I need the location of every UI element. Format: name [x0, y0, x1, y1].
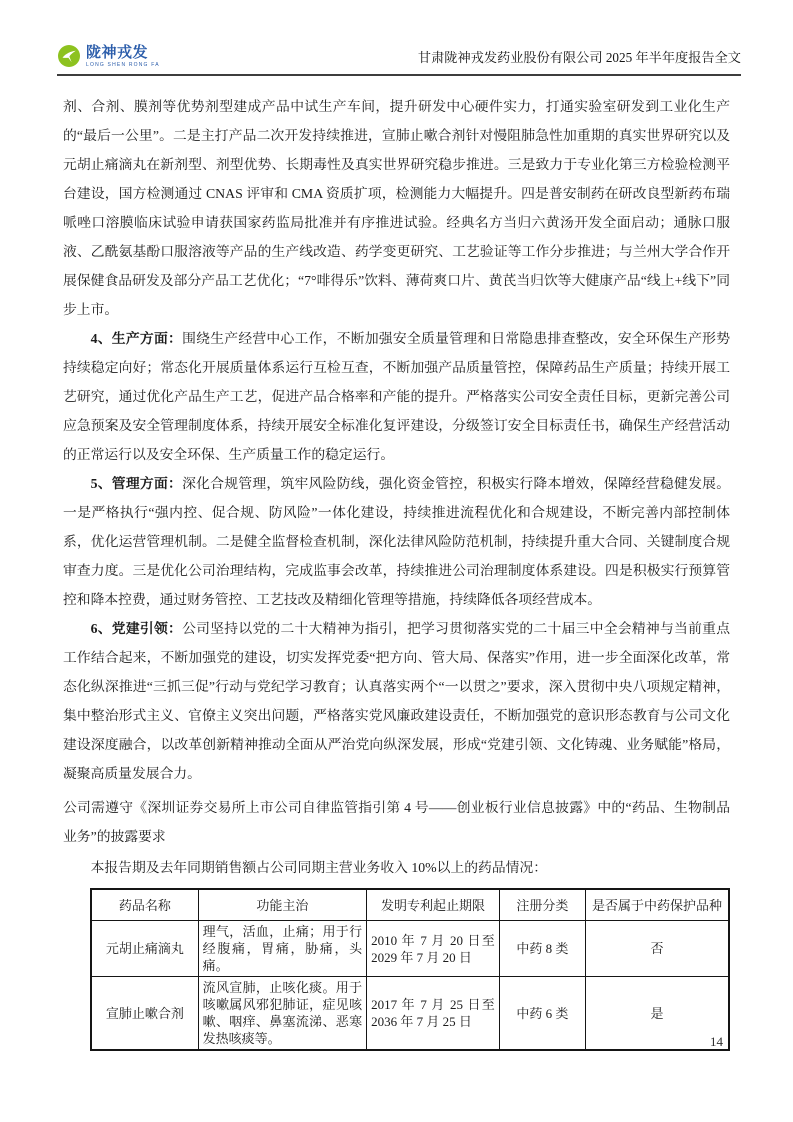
drug-products-table: [90, 888, 730, 1051]
table-cell-patent-term: 2017 年 7 月 25 日至 2036 年 7 月 25 日: [367, 977, 500, 1051]
table-cell-patent-term: 2010 年 7 月 20 日至 2029 年 7 月 20 日: [367, 921, 500, 977]
paragraph-party-building: [63, 614, 730, 788]
table-cell-tcm-protection: 否: [585, 921, 729, 977]
paragraph-text: 本报告期及去年同期销售额占公司同期主营业务收入 10%以上的药品情况：: [90, 860, 548, 875]
paragraph-continuation: [63, 92, 730, 324]
paragraph-text: 公司需遵守《深圳证券交易所上市公司自律监管指引第 4 号——创业板行业信息披露》中的“药品、生物制品业务”的披露要求: [63, 800, 730, 844]
table-cell-indications: 理气，活血，止痛；用于行经腹痛，胃痛，胁痛，头痛。: [198, 921, 366, 977]
paragraph-text: 公司坚持以党的二十大精神为指引，把学习贯彻落实党的二十届三中全会精神与当前重点工作结合起来，不断加强党的建设，切实发挥党委“把方向、管大局、保落实”作用，进一步全面深化改革，常态化纵深推进“三抓三促”行动与党纪学习教育；认真落实两个“一以贯之”要求，深入贯彻中央八项规定精神，集中整治形式主义、官僚主义突出问题，严格落实党风廉政建设责任，不断加强党的意识形态教育与公司文化建设深度融合，以改革创新精神推动全面从严治党向纵深发展，形成“党建引领、文化铸魂、业务赋能”格局，凝聚高质量发展合力。: [63, 621, 730, 781]
table-cell-registration-class: 中药 6 类: [499, 977, 585, 1051]
table-header-indications: 功能主治: [198, 889, 366, 921]
table-header-row: [91, 889, 729, 921]
logo-brand-en: LONG SHEN RONG FA: [86, 61, 160, 68]
paragraph-text: 深化合规管理，筑牢风险防线，强化资金管控，积极实行降本增效，保障经营稳健发展。一是严格执行“强内控、促合规、防风险”一体化建设，持续推进流程优化和合规建设，不断完善内部控制体系，优化运营管理机制。二是健全监督检查机制，深化法律风险防范机制，持续提升重大合同、关键制度合规审查力度。三是优化公司治理结构，完成监事会改革，持续推进公司治理制度体系建设。四是积极实行预算管控和降本控费，通过财务管控、工艺技改及精细化管理等措施，持续降低各项经营成本。: [63, 476, 730, 607]
page-number: 14: [710, 1034, 723, 1049]
report-body: [63, 92, 730, 1051]
report-title: 甘肃陇神戎发药业股份有限公司 2025 年半年度报告全文: [417, 50, 741, 65]
header-row: [57, 44, 741, 76]
table-row: [91, 977, 729, 1051]
table-cell-indications: 流风宣肺，止咳化痰。用于咳嗽属风邪犯肺证，症见咳嗽、咽痒、鼻塞流涕、恶寒发热咳痰等。: [198, 977, 366, 1051]
table-header-tcm-protection: 是否属于中药保护品种: [585, 889, 729, 921]
paragraph-production: [63, 324, 730, 469]
company-logo: [57, 44, 160, 68]
table-header-registration-class: 注册分类: [499, 889, 585, 921]
table-cell-drug-name: 宣肺止嗽合剂: [91, 977, 198, 1051]
paragraph-text: 围绕生产经营中心工作，不断加强安全质量管理和日常隐患排查整改，安全环保生产形势持续稳定向好；常态化开展质量体系运行互检互查，不断加强产品质量管控，保障药品生产质量；持续开展工艺研究，通过优化产品生产工艺，促进产品合格率和产能的提升。严格落实公司安全责任目标，更新完善公司应急预案及安全管理制度体系，持续开展安全标准化复评建设，分级签订安全目标责任书，确保生产经营活动的正常运行以及安全环保、生产质量工作的稳定运行。: [63, 331, 730, 462]
table-header-patent-term: 发明专利起止期限: [367, 889, 500, 921]
paragraph-management: [63, 469, 730, 614]
logo-wordmark: [86, 45, 160, 68]
logo-brand-cn: 陇神戎发: [86, 43, 149, 61]
table-row: [91, 921, 729, 977]
paragraph-label: 5、管理方面：: [90, 476, 183, 491]
page-header: [57, 44, 741, 76]
table-cell-tcm-protection: 是: [585, 977, 729, 1051]
paragraph-label: 6、党建引领：: [90, 621, 183, 636]
paragraph-text: 剂、合剂、膜剂等优势剂型建成产品中试生产车间，提升研发中心硬件实力，打通实验室研发到工业化生产的“最后一公里”。二是主打产品二次开发持续推进，宣肺止嗽合剂针对慢阻肺急性加重期的真实世界研究以及元胡止痛滴丸在新剂型、剂型优势、长期毒性及真实世界研究稳步推进。三是致力于专业化第三方检验检测平台建设，国方检测通过 CNAS 评审和 CMA 资质扩项，检测能力大幅提升。四是普安制药在研改良型新药布瑞哌唑口溶膜临床试验申请获国家药监局批准并有序推进试验。经典名方当归六黄汤开发全面启动；通脉口服液、乙酰氨基酚口服溶液等产品的生产线改造、药学变更研究、工艺验证等工作分步推进；与兰州大学合作开展保健食品研发及部分产品工艺优化；“7°啡得乐”饮料、薄荷爽口片、黄芪当归饮等大健康产品“线上+线下”同步上市。: [63, 99, 730, 317]
paragraph-label: 4、生产方面：: [90, 331, 183, 346]
table-cell-registration-class: 中药 8 类: [499, 921, 585, 977]
table-cell-drug-name: 元胡止痛滴丸: [91, 921, 198, 977]
logo-bird-icon: [57, 44, 81, 68]
table-header-drug-name: 药品名称: [91, 889, 198, 921]
paragraph-table-intro: [63, 853, 730, 882]
paragraph-disclosure-requirement: [63, 793, 730, 851]
